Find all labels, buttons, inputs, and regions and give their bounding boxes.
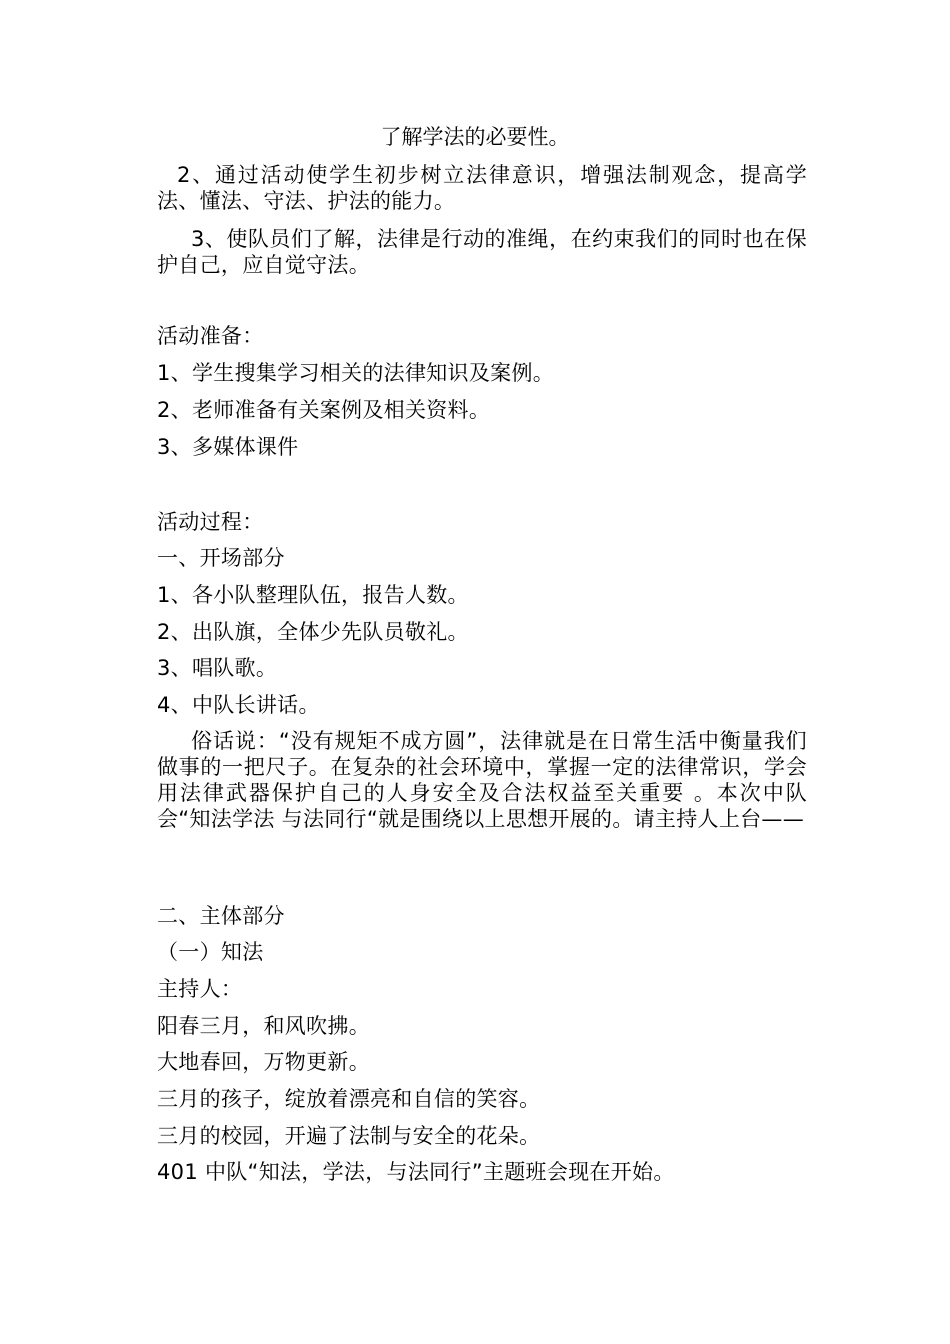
part-1-item-2: 2、出队旗，全体少先队员敬礼。 — [157, 620, 469, 644]
host-line-2: 大地春回，万物更新。 — [157, 1050, 370, 1074]
host-label: 主持人： — [157, 977, 243, 1001]
host-line-1: 阳春三月，和风吹拂。 — [157, 1014, 370, 1038]
preparation-item-3: 3、多媒体课件 — [157, 435, 299, 459]
goal-3-paragraph: 3、使队员们了解，法律是行动的准绳，在约束我们的同时也在保护自己，应自觉守法。 — [157, 227, 807, 277]
preparation-heading: 活动准备： — [157, 324, 264, 348]
host-line-3: 三月的孩子，绽放着漂亮和自信的笑容。 — [157, 1087, 541, 1111]
part-1-item-3: 3、唱队歌。 — [157, 656, 278, 680]
part-2-heading: 二、主体部分 — [157, 904, 285, 928]
process-heading: 活动过程： — [157, 510, 264, 534]
host-line-5: 401 中队“知法，学法，与法同行”主题班会现在开始。 — [157, 1160, 675, 1184]
intro-line: 了解学法的必要性。 — [380, 125, 570, 149]
speech-paragraph: 俗话说：“没有规矩不成方圆”，法律就是在日常生活中衡量我们做事的一把尺子。在复杂的社会环境中，掌握一定的法律常识，学会用法律武器保护自己的人身安全及合法权益至关重要 。本次中队会“知法学法 与法同行“就是围绕以上思想开展的。请主持人上台—— — [157, 729, 807, 831]
goal-2-paragraph: 2、通过活动使学生初步树立法律意识，增强法制观念，提高学法、懂法、守法、护法的能力。 — [157, 163, 807, 213]
preparation-item-2: 2、老师准备有关案例及相关资料。 — [157, 398, 491, 422]
host-line-4: 三月的校园，开遍了法制与安全的花朵。 — [157, 1124, 541, 1148]
preparation-item-1: 1、学生搜集学习相关的法律知识及案例。 — [157, 361, 555, 385]
section-1-heading: （一）知法 — [157, 940, 264, 964]
part-1-heading: 一、开场部分 — [157, 546, 285, 570]
part-1-item-1: 1、各小队整理队伍，报告人数。 — [157, 583, 469, 607]
part-1-item-4: 4、中队长讲话。 — [157, 693, 320, 717]
